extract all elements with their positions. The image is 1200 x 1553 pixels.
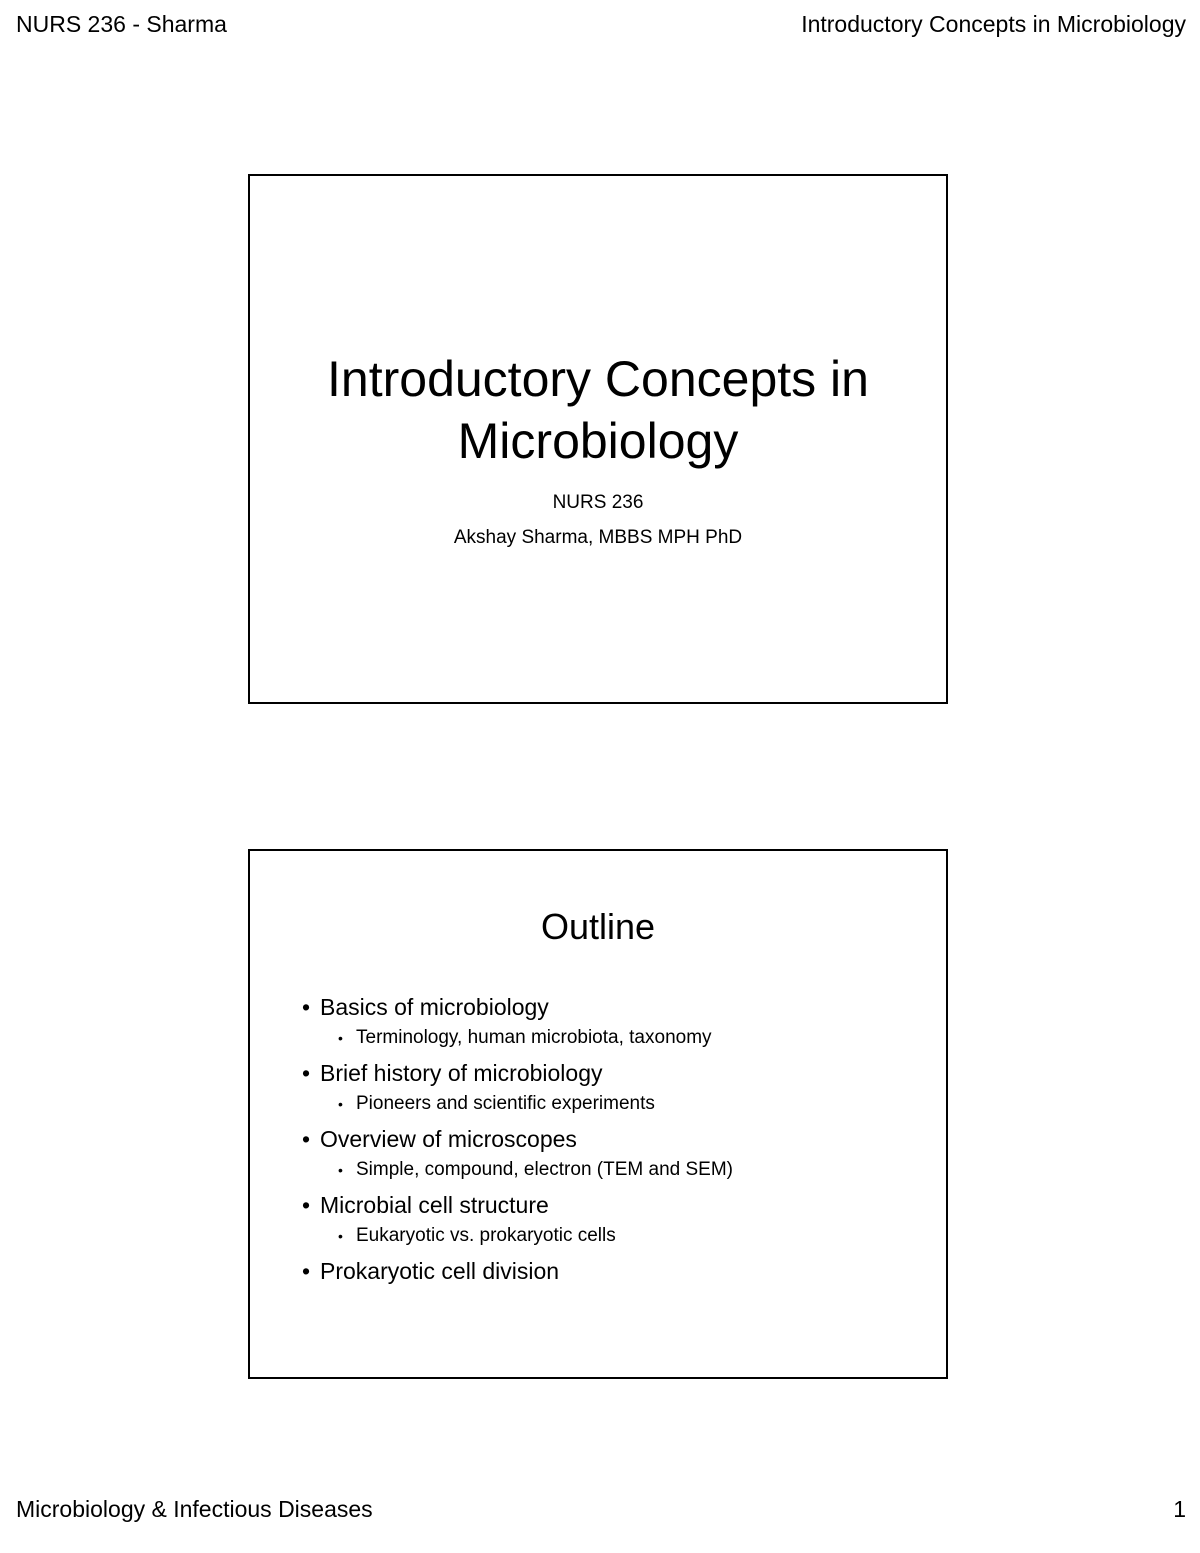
outline-item-text: Brief history of microbiology <box>320 1060 603 1086</box>
outline-item <box>302 1255 733 1287</box>
outline-slide <box>248 849 948 1379</box>
outline-list <box>302 991 733 1291</box>
outline-item <box>302 1123 733 1185</box>
sub-bullet-icon: • <box>338 1162 343 1178</box>
outline-item-text: Basics of microbiology <box>320 994 549 1020</box>
outline-item <box>302 1057 733 1119</box>
bullet-icon: • <box>302 1060 311 1086</box>
bullet-icon: • <box>302 1126 311 1152</box>
outline-subitem-text: Pioneers and scientific experiments <box>356 1093 655 1114</box>
slide-title <box>250 348 946 472</box>
title-slide <box>248 174 948 704</box>
sub-bullet-icon: • <box>338 1030 343 1046</box>
page-number: 1 <box>1173 1496 1186 1522</box>
outline-item <box>302 1189 733 1251</box>
bullet-icon: • <box>302 994 311 1020</box>
slide-subtitle-author: Akshay Sharma, MBBS MPH PhD <box>453 527 743 548</box>
outline-item-text: Microbial cell structure <box>320 1192 549 1218</box>
bullet-icon: • <box>302 1192 311 1218</box>
sub-bullet-icon: • <box>338 1228 343 1244</box>
page-footer-left: Microbiology & Infectious Diseases <box>16 1496 373 1522</box>
bullet-icon: • <box>302 1258 311 1284</box>
page-header-left: NURS 236 - Sharma <box>16 11 227 37</box>
outline-item <box>302 991 733 1053</box>
slide-title-line-1: Introductory Concepts in <box>327 351 869 407</box>
outline-title: Outline <box>540 906 656 947</box>
outline-item-text: Overview of microscopes <box>320 1126 577 1152</box>
slide-subtitle-course: NURS 236 <box>552 492 644 513</box>
outline-subitem-text: Eukaryotic vs. prokaryotic cells <box>356 1225 616 1246</box>
outline-item-text: Prokaryotic cell division <box>320 1258 560 1284</box>
outline-subitem-text: Terminology, human microbiota, taxonomy <box>356 1027 712 1048</box>
sub-bullet-icon: • <box>338 1096 343 1112</box>
page-header-right: Introductory Concepts in Microbiology <box>801 11 1186 37</box>
slide-title-line-2: Microbiology <box>457 413 739 469</box>
outline-subitem-text: Simple, compound, electron (TEM and SEM) <box>356 1159 733 1180</box>
